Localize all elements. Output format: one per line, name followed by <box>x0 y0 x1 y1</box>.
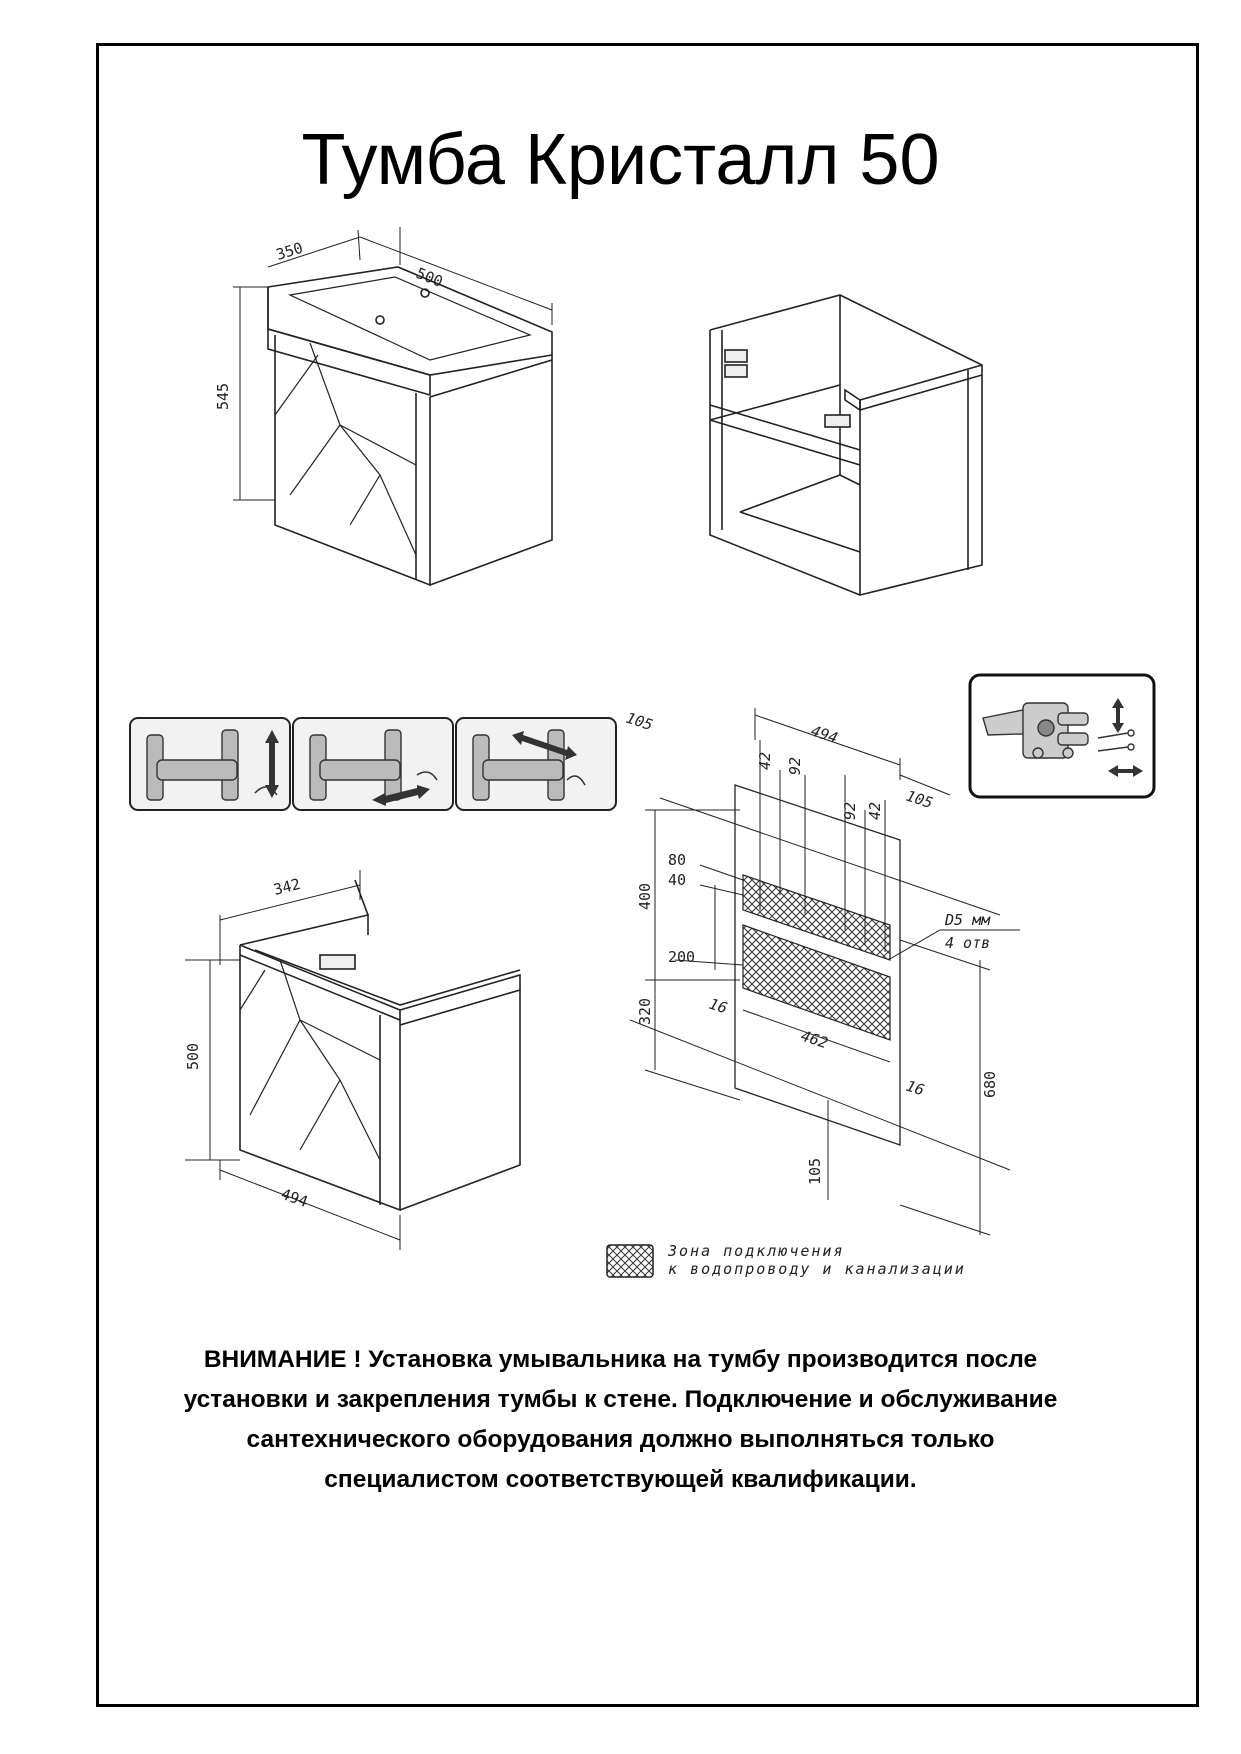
warning-line-1: ВНИМАНИЕ ! Установка умывальника на тумбу производится после <box>203 1346 1038 1373</box>
legend-line-2: к водопроводу и канализации <box>668 1260 966 1278</box>
wall-installation-scheme <box>600 680 1020 1240</box>
dim-105-top: 105 <box>623 708 656 735</box>
cabinet-dimensions-drawing <box>170 860 540 1260</box>
depth-label: 342 <box>271 874 303 899</box>
hole-count-label: 4 отв <box>945 934 991 952</box>
dim-105-right: 105 <box>903 786 936 813</box>
dim-680: 680 <box>981 1070 999 1098</box>
dim-42-left: 42 <box>756 751 774 770</box>
page-title: Тумба Кристалл 50 <box>301 120 940 200</box>
cabinet-with-basin-drawing <box>200 225 570 595</box>
width-label: 494 <box>278 1184 311 1212</box>
warning-line-4: специалистом соответствующей квалификации. <box>324 1466 917 1493</box>
dim-494: 494 <box>808 721 841 748</box>
dim-92-right: 92 <box>841 801 859 820</box>
hole-diameter-label: D5 мм <box>945 911 991 929</box>
hatch-legend-swatch <box>605 1243 655 1279</box>
dim-320: 320 <box>636 997 654 1025</box>
depth-label: 350 <box>273 238 306 264</box>
dim-200: 200 <box>668 948 696 966</box>
dim-16-right: 16 <box>903 1076 927 1100</box>
hinge-adjustment-drawing <box>127 715 622 815</box>
dim-462: 462 <box>798 1026 831 1053</box>
height-label: 500 <box>184 1042 202 1070</box>
dim-42-right: 42 <box>866 801 884 820</box>
dim-40: 40 <box>668 871 687 889</box>
dim-105-bottom: 105 <box>806 1157 824 1185</box>
hatch-legend-text <box>668 1242 966 1278</box>
legend-line-1: Зона подключения <box>668 1242 845 1260</box>
cabinet-frame-drawing <box>700 290 1000 600</box>
dim-80: 80 <box>668 851 687 869</box>
warning-line-3: сантехнического оборудования должно выполняться только <box>246 1426 995 1453</box>
warning-line-2: установки и закрепления тумбы к стене. Подключение и обслуживание <box>183 1386 1058 1413</box>
dim-92-left: 92 <box>786 756 804 775</box>
dim-400: 400 <box>636 882 654 910</box>
dim-16-left: 16 <box>706 994 730 1018</box>
height-label: 545 <box>214 382 232 410</box>
warning-text <box>100 1340 1141 1500</box>
width-label: 500 <box>413 264 446 291</box>
